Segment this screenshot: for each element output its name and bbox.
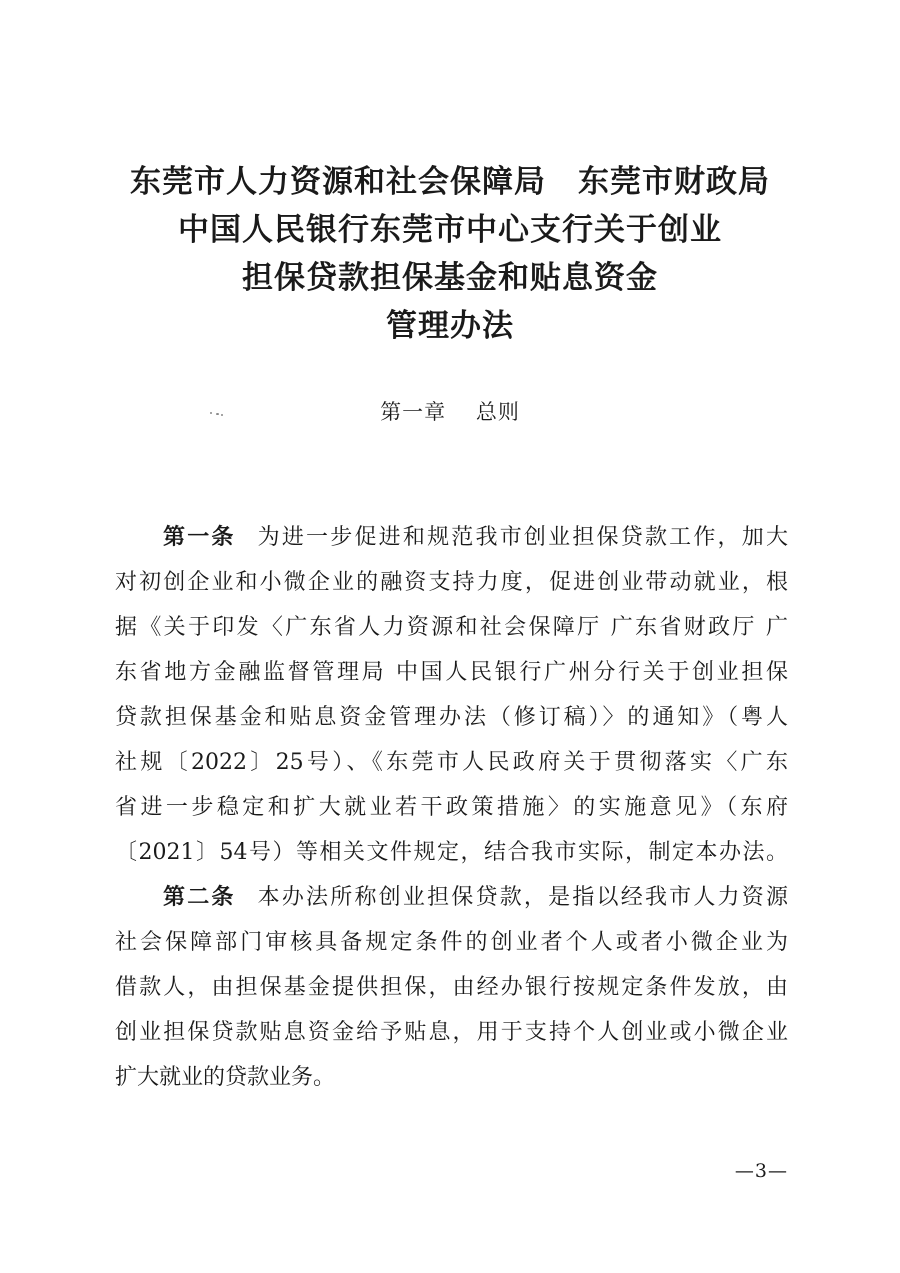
paragraph-line: 第一条 为进一步促进和规范我市创业担保贷款工作，加大 [163, 525, 788, 550]
paragraph-line: 据《关于印发〈广东省人力资源和社会保障厅 广东省财政厅 广 [115, 615, 788, 640]
paragraph-line: 扩大就业的贷款业务。 [115, 1065, 336, 1090]
title-line: 东莞市人力资源和社会保障局 东莞市财政局 [130, 164, 770, 200]
paragraph-line: 借款人，由担保基金提供担保，由经办银行按规定条件发放，由 [115, 975, 788, 1000]
article-label: 第一条 [163, 525, 236, 550]
chapter-number: 第一章 [380, 400, 447, 424]
title-line: 担保贷款担保基金和贴息资金 [242, 260, 658, 296]
paragraph-line: 东省地方金融监督管理局 中国人民银行广州分行关于创业担保 [115, 660, 788, 685]
paragraph-line: 创业担保贷款贴息资金给予贴息，用于支持个人创业或小微企业 [115, 1020, 788, 1045]
paragraph-line: 贷款担保基金和贴息资金管理办法（修订稿）〉的通知》（粤人 [115, 705, 788, 730]
paragraph-line: 省进一步稳定和扩大就业若干政策措施〉的实施意见》（东府 [115, 795, 788, 820]
article-1 [115, 515, 788, 875]
document-title [0, 158, 900, 350]
paragraph-line: 〔2021〕54号）等相关文件规定，结合我市实际，制定本办法。 [115, 840, 788, 865]
chapter-heading [0, 398, 900, 426]
paragraph-line: 第二条 本办法所称创业担保贷款，是指以经我市人力资源 [163, 885, 788, 910]
chapter-name: 总则 [475, 400, 520, 424]
article-label: 第二条 [163, 885, 236, 910]
paragraph-line: 社规〔2022〕25号）、《东莞市人民政府关于贯彻落实〈广东 [115, 750, 788, 775]
paragraph-line: 对初创企业和小微企业的融资支持力度，促进创业带动就业，根 [115, 570, 788, 595]
title-line: 中国人民银行东莞市中心支行关于创业 [178, 212, 722, 248]
title-line: 管理办法 [386, 308, 514, 344]
paragraph-line: 社会保障部门审核具备规定条件的创业者个人或者小微企业为 [115, 930, 788, 955]
document-body [115, 515, 788, 1100]
article-2 [115, 875, 788, 1100]
page-number: —3— [734, 1160, 788, 1182]
